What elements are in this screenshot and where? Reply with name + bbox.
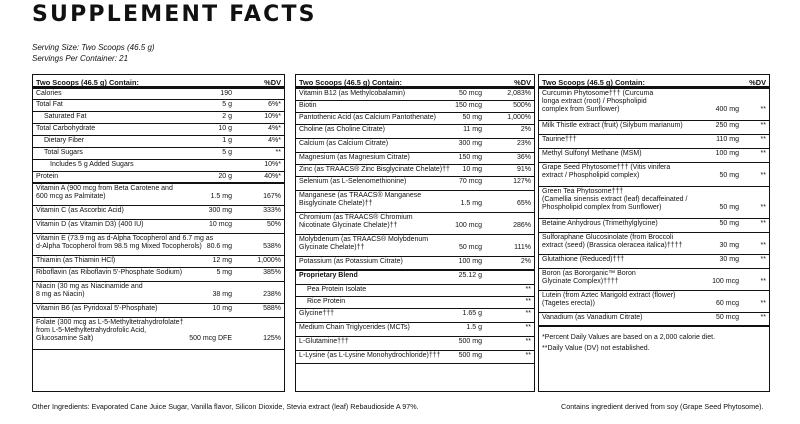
nutrient-name: Magnesium (as Magnesium Citrate) bbox=[299, 154, 410, 161]
nutrient-dv: 10%* bbox=[264, 161, 281, 168]
nutrient-amount: 10 g bbox=[218, 125, 232, 132]
footnote-text: **Daily Value (DV) not established. bbox=[542, 345, 650, 352]
facts-column-2 bbox=[295, 74, 535, 392]
nutrient-dv: 111% bbox=[514, 244, 531, 252]
nutrient-dv: ** bbox=[760, 106, 766, 114]
nutrient-amount: 10 mcg bbox=[209, 221, 232, 228]
nutrient-row-curcumin-phytosome-curcuma bbox=[539, 89, 769, 121]
other-ingredients: Other Ingredients: Evaporated Cane Juice Sugar, Vanilla flavor, Silicon Dioxide, Stevia extract (leaf) Rebaudioside A 97%. bbox=[32, 402, 419, 411]
soy-note: Contains ingredient derived from soy (Grape Seed Phytosome). bbox=[561, 402, 764, 411]
nutrient-name: Glycine††† bbox=[299, 310, 335, 317]
nutrient-amount: 5 mg bbox=[216, 269, 232, 276]
nutrient-amount: 5 g bbox=[222, 149, 232, 156]
nutrient-row-betaine-anhydrous-trimethylglycine bbox=[539, 219, 769, 233]
nutrient-row-pea-protein-isolate bbox=[296, 285, 534, 297]
nutrient-row-l-lysine-as-l-lysine-monohydrochloride bbox=[296, 351, 534, 364]
nutrient-row-manganese-as-traacs-manganese bbox=[296, 191, 534, 213]
nutrient-dv: ** bbox=[760, 314, 766, 321]
nutrient-name: Riboflavin (as Riboflavin 5'-Phosphate Sodium) bbox=[36, 269, 183, 276]
nutrient-dv: 4%* bbox=[268, 137, 281, 144]
nutrient-amount: 400 mg bbox=[715, 106, 739, 114]
nutrient-row-l-glutamine bbox=[296, 337, 534, 351]
nutrient-dv: 167% bbox=[263, 193, 281, 201]
nutrient-amount: 50 mcg bbox=[459, 244, 482, 252]
nutrient-row-calcium-as-calcium-citrate bbox=[296, 139, 534, 153]
nutrient-row-chromium-as-traacs-chromium bbox=[296, 213, 534, 235]
nutrient-dv: ** bbox=[760, 220, 766, 227]
nutrient-name: Pantothenic Acid (as Calcium Pantothenate) bbox=[299, 114, 436, 121]
nutrient-name: Vitamin D (as Vitamin D3) (400 IU) bbox=[36, 221, 144, 228]
nutrient-dv: ** bbox=[760, 136, 766, 143]
nutrient-amount: 100 mcg bbox=[712, 278, 739, 286]
nutrient-dv: 125% bbox=[263, 335, 281, 343]
servings-per-container: Servings Per Container: 21 bbox=[32, 54, 129, 63]
nutrient-name: Selenium (as L-Selenomethionine) bbox=[299, 178, 407, 185]
nutrient-name: Methyl Sulfonyl Methane (MSM) bbox=[542, 150, 642, 157]
nutrient-name: Niacin (30 mg as Niacinamide and 8 mg as Niacin) bbox=[36, 283, 143, 299]
nutrient-amount: 10 mg bbox=[462, 166, 482, 173]
nutrient-row-glycine bbox=[296, 309, 534, 323]
nutrient-amount: 70 mcg bbox=[459, 178, 482, 185]
nutrient-amount: 50 mcg bbox=[716, 314, 739, 321]
nutrient-name: Choline (as Choline Citrate) bbox=[299, 126, 385, 133]
nutrient-name: L-Glutamine††† bbox=[299, 338, 349, 345]
nutrient-amount: 80.6 mg bbox=[206, 243, 232, 251]
nutrient-row-glutathione-reduced bbox=[539, 255, 769, 269]
nutrient-name: Green Tea Phytosome††† (Camellia sinensis extract (leaf) decaffeinated / Phospholipid complex from Sunflower) bbox=[542, 188, 688, 212]
nutrient-dv: ** bbox=[525, 286, 531, 293]
nutrient-row-pantothenic-acid-as-calcium-pantothenate bbox=[296, 113, 534, 125]
nutrient-dv: ** bbox=[760, 204, 766, 212]
nutrient-row-rice-protein bbox=[296, 297, 534, 309]
nutrient-name: Thiamin (as Thiamin HCl) bbox=[36, 257, 116, 264]
nutrient-dv: 2,083% bbox=[507, 90, 531, 97]
nutrient-row-boron-as-bororganic-boron bbox=[539, 269, 769, 291]
nutrient-row-calories bbox=[33, 89, 284, 100]
nutrient-row-methyl-sulfonyl-methane-msm bbox=[539, 149, 769, 163]
nutrient-row-biotin bbox=[296, 101, 534, 113]
page-title: SUPPLEMENT FACTS bbox=[32, 2, 317, 27]
nutrient-dv: 2% bbox=[520, 126, 531, 133]
header-label: Two Scoops (46.5 g) Contain: bbox=[299, 78, 402, 87]
nutrient-row-total-sugars bbox=[33, 148, 284, 160]
nutrient-name: Vitamin E (73.9 mg as d-Alpha Tocopherol and 6.7 mg as d-Alpha Tocopherol from 98.5 mg Mixed Tocopherols) bbox=[36, 235, 214, 251]
nutrient-amount: 5 g bbox=[222, 101, 232, 108]
nutrient-amount: 11 mg bbox=[463, 126, 482, 133]
nutrient-dv: 333% bbox=[263, 207, 281, 214]
nutrient-dv: ** bbox=[760, 278, 766, 286]
nutrient-amount: 38 mg bbox=[212, 291, 232, 299]
nutrient-name: Vitamin B6 (as Pyridoxal 5'-Phosphate) bbox=[36, 305, 158, 312]
nutrient-name: Taurine††† bbox=[542, 136, 577, 143]
nutrient-amount: 150 mg bbox=[458, 154, 482, 161]
nutrient-name: Manganese (as TRAACS® Manganese Bisglycinate Chelate)†† bbox=[299, 192, 422, 208]
nutrient-row-zinc-as-traacs-zinc-bisglycinate-chelate bbox=[296, 165, 534, 177]
header-dv: %DV bbox=[514, 78, 531, 87]
header-label: Two Scoops (46.5 g) Contain: bbox=[36, 78, 139, 87]
nutrient-amount: 25.12 g bbox=[458, 272, 482, 279]
nutrient-amount: 30 mg bbox=[719, 242, 739, 250]
nutrient-amount: 1.5 g bbox=[466, 324, 482, 331]
nutrient-dv: ** bbox=[760, 256, 766, 263]
nutrient-amount: 30 mg bbox=[719, 256, 739, 263]
nutrient-name: Grape Seed Phytosome††† (Vitis vinifera extract / Phospholipid complex) bbox=[542, 164, 671, 180]
nutrient-name: Chromium (as TRAACS® Chromium Nicotinate Glycinate Chelate)†† bbox=[299, 214, 413, 230]
nutrient-amount: 50 mg bbox=[719, 204, 739, 212]
nutrient-dv: ** bbox=[760, 122, 766, 129]
column-header bbox=[33, 75, 284, 89]
nutrient-row-vitamin-a-900-mcg-from-beta-carotene-and bbox=[33, 184, 284, 206]
nutrient-name: Total Fat bbox=[36, 101, 63, 108]
column-header bbox=[539, 75, 769, 89]
nutrient-row-vanadium-as-vanadium-citrate bbox=[539, 313, 769, 327]
nutrient-dv: 91% bbox=[516, 166, 531, 173]
nutrient-dv: 50% bbox=[266, 221, 281, 228]
nutrient-amount: 50 mg bbox=[719, 172, 739, 180]
nutrient-row-total-fat bbox=[33, 100, 284, 112]
nutrient-dv: 6%* bbox=[268, 101, 281, 108]
nutrient-dv: 23% bbox=[516, 140, 531, 147]
nutrient-name: Calcium (as Calcium Citrate) bbox=[299, 140, 389, 147]
nutrient-row-vitamin-b6-as-pyridoxal-5-phosphate bbox=[33, 304, 284, 318]
nutrient-name: Includes 5 g Added Sugars bbox=[50, 161, 134, 168]
nutrient-row-riboflavin-as-riboflavin-5-phosphate-sod bbox=[33, 268, 284, 282]
nutrient-dv: ** bbox=[760, 172, 766, 180]
nutrient-amount: 250 mg bbox=[715, 122, 739, 129]
nutrient-row-vitamin-b12-as-methylcobalamin bbox=[296, 89, 534, 101]
nutrient-dv: 238% bbox=[263, 291, 281, 299]
nutrient-amount: 1.65 g bbox=[462, 310, 482, 317]
nutrient-dv: 385% bbox=[263, 269, 281, 276]
nutrient-name: Vanadium (as Vanadium Citrate) bbox=[542, 314, 643, 321]
nutrient-dv: 40%* bbox=[264, 173, 281, 180]
nutrient-dv: ** bbox=[525, 324, 531, 331]
nutrient-name: Zinc (as TRAACS® Zinc Bisglycinate Chelate)†† bbox=[299, 166, 450, 173]
header-dv: %DV bbox=[749, 78, 766, 87]
nutrient-amount: 50 mg bbox=[719, 220, 739, 227]
nutrient-name: Sulforaphane Glucosinolate (from Broccoli extract (seed) (Brassica oleracea italica)†††† bbox=[542, 234, 683, 250]
nutrient-name: Pea Protein Isolate bbox=[307, 286, 367, 293]
nutrient-name: Lutein (from Aztec Marigold extract (flower) (Tagetes erecta)) bbox=[542, 292, 676, 308]
nutrient-amount: 1.5 mg bbox=[210, 193, 232, 201]
nutrient-row-choline-as-choline-citrate bbox=[296, 125, 534, 139]
nutrient-name: Potassium (as Potassium Citrate) bbox=[299, 258, 403, 265]
nutrient-name: Total Sugars bbox=[44, 149, 83, 156]
nutrient-amount: 10 mg bbox=[212, 305, 232, 312]
nutrient-row-thiamin-as-thiamin-hcl bbox=[33, 256, 284, 268]
nutrient-amount: 100 mcg bbox=[455, 222, 482, 230]
nutrient-name: Milk Thistle extract (fruit) (Silybum marianum) bbox=[542, 122, 683, 129]
nutrient-amount: 1 g bbox=[222, 137, 232, 144]
nutrient-amount: 100 mg bbox=[458, 258, 482, 265]
nutrient-dv: ** bbox=[760, 150, 766, 157]
nutrient-name: Vitamin C (as Ascorbic Acid) bbox=[36, 207, 124, 214]
nutrient-row-protein bbox=[33, 172, 284, 184]
nutrient-row-includes-5-g-added-sugars bbox=[33, 160, 284, 172]
nutrient-row-selenium-as-l-selenomethionine bbox=[296, 177, 534, 191]
nutrient-amount: 100 mg bbox=[715, 150, 739, 157]
serving-size: Serving Size: Two Scoops (46.5 g) bbox=[32, 43, 155, 52]
nutrient-dv: 65% bbox=[516, 200, 531, 208]
nutrient-row-dietary-fiber bbox=[33, 136, 284, 148]
nutrient-name: Saturated Fat bbox=[44, 113, 87, 120]
dv-footnote bbox=[539, 344, 769, 355]
nutrient-name: Folate (300 mcg as L-5-Methyltetrahydrofolate† from L-5-Methyltetrahydrofolic Acid, Glucosamine Salt) bbox=[36, 319, 184, 343]
nutrient-dv: ** bbox=[760, 242, 766, 250]
nutrient-row-sulforaphane-glucosinolate-from-broccoli bbox=[539, 233, 769, 255]
nutrient-amount: 60 mcg bbox=[716, 300, 739, 308]
nutrient-amount: 500 mg bbox=[458, 338, 482, 345]
nutrient-amount: 50 mg bbox=[462, 114, 482, 121]
nutrient-row-lutein-from-aztec-marigold-extract-flowe bbox=[539, 291, 769, 313]
nutrient-name: Proprietary Blend bbox=[299, 272, 358, 279]
facts-column-3 bbox=[538, 74, 770, 392]
nutrient-dv: ** bbox=[760, 300, 766, 308]
nutrient-name: Betaine Anhydrous (Trimethylglycine) bbox=[542, 220, 658, 227]
nutrient-row-grape-seed-phytosome-vitis-vinifera bbox=[539, 163, 769, 187]
nutrient-row-molybdenum-as-traacs-molybdenum bbox=[296, 235, 534, 257]
nutrient-dv: 36% bbox=[516, 154, 531, 161]
nutrient-name: Curcumin Phytosome††† (Curcuma longa extract (root) / Phospholipid complex from Sunflower) bbox=[542, 90, 654, 114]
nutrient-row-green-tea-phytosome bbox=[539, 187, 769, 219]
nutrient-dv: 1,000% bbox=[257, 257, 281, 264]
nutrient-row-taurine bbox=[539, 135, 769, 149]
nutrient-dv: 588% bbox=[263, 305, 281, 312]
nutrient-row-folate-300-mcg-as-l-5-methyltetrahydrofo bbox=[33, 318, 284, 350]
nutrient-amount: 20 g bbox=[218, 173, 232, 180]
nutrient-name: Total Carbohydrate bbox=[36, 125, 96, 132]
nutrient-name: L-Lysine (as L-Lysine Monohydrochloride)††† bbox=[299, 352, 441, 359]
nutrient-row-vitamin-d-as-vitamin-d3-400-iu bbox=[33, 220, 284, 234]
nutrient-row-medium-chain-triglycerides-mcts bbox=[296, 323, 534, 337]
nutrient-name: Medium Chain Triglycerides (MCTs) bbox=[299, 324, 410, 331]
dv-footnote bbox=[539, 333, 769, 344]
nutrient-amount: 300 mg bbox=[458, 140, 482, 147]
nutrient-amount: 500 mcg DFE bbox=[189, 335, 232, 343]
footnote-text: *Percent Daily Values are based on a 2,000 calorie diet. bbox=[542, 334, 716, 341]
header-dv: %DV bbox=[264, 78, 281, 87]
nutrient-dv: 500% bbox=[513, 102, 531, 109]
nutrient-amount: 12 mg bbox=[212, 257, 232, 264]
nutrient-name: Calories bbox=[36, 90, 62, 97]
nutrient-name: Molybdenum (as TRAACS® Molybdenum Glycinate Chelate)†† bbox=[299, 236, 429, 252]
nutrient-amount: 150 mcg bbox=[455, 102, 482, 109]
nutrient-dv: ** bbox=[525, 298, 531, 305]
nutrient-dv: ** bbox=[525, 338, 531, 345]
nutrient-dv: 538% bbox=[263, 243, 281, 251]
nutrient-dv: ** bbox=[525, 310, 531, 317]
nutrient-row-total-carbohydrate bbox=[33, 124, 284, 136]
nutrient-dv: 127% bbox=[513, 178, 531, 185]
nutrient-name: Vitamin A (900 mcg from Beta Carotene and 600 mcg as Palmitate) bbox=[36, 185, 173, 201]
nutrient-row-proprietary-blend bbox=[296, 271, 534, 285]
nutrient-row-milk-thistle-extract-fruit-silybum-maria bbox=[539, 121, 769, 135]
nutrient-amount: 110 mg bbox=[716, 136, 739, 143]
nutrient-row-vitamin-e-73-9-mg-as-d-alpha-tocopherol- bbox=[33, 234, 284, 256]
column-header bbox=[296, 75, 534, 89]
nutrient-row-saturated-fat bbox=[33, 112, 284, 124]
nutrient-amount: 300 mg bbox=[208, 207, 232, 214]
nutrient-row-potassium-as-potassium-citrate bbox=[296, 257, 534, 271]
nutrient-amount: 50 mcg bbox=[459, 90, 482, 97]
nutrient-dv: ** bbox=[275, 149, 281, 156]
nutrient-name: Boron (as Bororganic™ Boron Glycinate Complex)†††† bbox=[542, 270, 636, 286]
nutrient-dv: 10%* bbox=[264, 113, 281, 120]
nutrient-name: Dietary Fiber bbox=[44, 137, 85, 144]
nutrient-name: Protein bbox=[36, 173, 59, 180]
nutrient-dv: 2% bbox=[520, 258, 531, 265]
nutrient-row-vitamin-c-as-ascorbic-acid bbox=[33, 206, 284, 220]
nutrient-dv: 1,000% bbox=[507, 114, 531, 121]
nutrient-row-magnesium-as-magnesium-citrate bbox=[296, 153, 534, 165]
header-label: Two Scoops (46.5 g) Contain: bbox=[542, 78, 645, 87]
nutrient-row-niacin-30-mg-as-niacinamide-and bbox=[33, 282, 284, 304]
facts-column-1 bbox=[32, 74, 285, 392]
nutrient-name: Biotin bbox=[299, 102, 317, 109]
nutrient-amount: 500 mg bbox=[458, 352, 482, 359]
nutrient-amount: 1.5 mg bbox=[460, 200, 482, 208]
nutrient-name: Vitamin B12 (as Methylcobalamin) bbox=[299, 90, 406, 97]
nutrient-name: Rice Protein bbox=[307, 298, 346, 305]
nutrient-dv: ** bbox=[525, 352, 531, 359]
nutrient-amount: 190 bbox=[220, 90, 232, 97]
nutrient-dv: 286% bbox=[513, 222, 531, 230]
nutrient-name: Glutathione (Reduced)††† bbox=[542, 256, 625, 263]
nutrient-amount: 2 g bbox=[222, 113, 232, 120]
nutrient-dv: 4%* bbox=[268, 125, 281, 132]
